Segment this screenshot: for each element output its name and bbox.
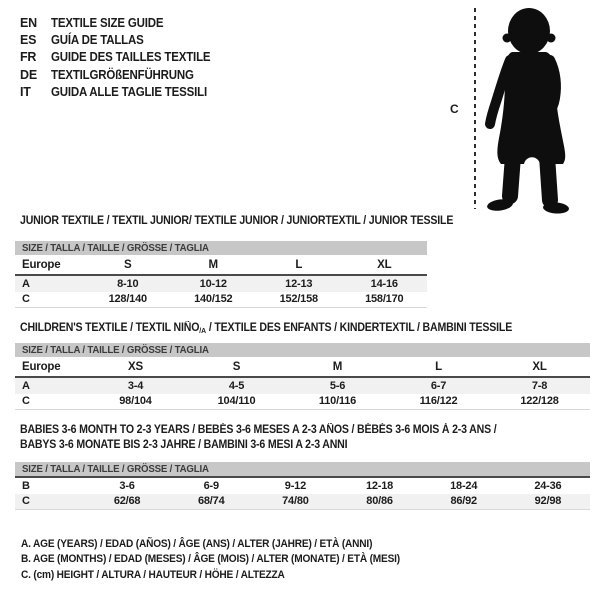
value-cell: 110/116 (287, 394, 388, 410)
babies-size-table (15, 462, 590, 510)
language-row-de (20, 66, 224, 83)
junior-table-title (20, 215, 491, 227)
row-label: A (15, 275, 85, 292)
row-label: B (15, 477, 85, 494)
size-cell: XL (342, 255, 428, 275)
value-cell: 12-13 (256, 275, 342, 292)
value-cell: 3-6 (85, 477, 169, 494)
value-cell: 4-5 (186, 377, 287, 394)
size-cell: L (256, 255, 342, 275)
height-row (15, 394, 590, 410)
row-label: C (15, 494, 85, 510)
language-code: EN (20, 15, 37, 30)
europe-sizes-row (15, 255, 427, 275)
measure-label-c: C (450, 102, 459, 116)
language-title: GUÍA DE TALLAS (51, 33, 144, 48)
footnote-a-text: A. AGE (YEARS) / EDAD (AÑOS) / ÂGE (ANS) / ALTER (JAHRE) / ETÀ (ANNI) (21, 538, 373, 550)
value-cell: 5-6 (287, 377, 388, 394)
language-code: DE (20, 67, 37, 82)
size-cell: L (388, 357, 489, 377)
language-title: GUIDE DES TAILLES TEXTILE (51, 50, 211, 65)
value-cell: 128/140 (85, 292, 171, 308)
value-cell: 10-12 (171, 275, 257, 292)
language-title: TEXTILE SIZE GUIDE (51, 15, 164, 30)
children-table-title (20, 322, 555, 335)
row-label: C (15, 292, 85, 308)
footnote-b (21, 552, 433, 567)
babies-table-title (20, 423, 538, 453)
value-cell: 140/152 (171, 292, 257, 308)
language-row-en (20, 14, 224, 31)
size-cell: S (85, 255, 171, 275)
footnote-b-text: B. AGE (MONTHS) / EDAD (MESES) / ÂGE (MOIS) / ALTER (MONATE) / ETÀ (MESI) (21, 553, 400, 566)
children-size-table (15, 343, 590, 410)
region-label: Europe (15, 357, 85, 377)
row-label: A (15, 377, 85, 394)
size-cell: XS (85, 357, 186, 377)
value-cell: 86/92 (422, 494, 506, 510)
value-cell: 9-12 (253, 477, 337, 494)
value-cell: 24-36 (506, 477, 590, 494)
language-code: FR (20, 50, 37, 65)
footnote-c-text: C. (cm) HEIGHT / ALTURA / HAUTEUR / HÖHE / ALTEZZA (21, 568, 285, 581)
language-title-list (20, 14, 224, 101)
height-measure-dashed-line (474, 8, 476, 209)
age-years-row (15, 275, 427, 292)
value-cell: 7-8 (489, 377, 590, 394)
title-pre: CHILDREN'S TEXTILE / TEXTIL NIÑO (20, 322, 200, 334)
size-cell: S (186, 357, 287, 377)
title-subscript: /A (199, 326, 207, 335)
value-cell: 104/110 (186, 394, 287, 410)
footnotes (21, 537, 433, 583)
babies-title-line1: BABIES 3-6 MONTH TO 2-3 YEARS / BEBÉS 3-6 MESES A 2-3 AÑOS / BÉBÉS 3-6 MOIS À 2-3 ANS / (20, 424, 497, 436)
value-cell: 8-10 (85, 275, 171, 292)
value-cell: 18-24 (422, 477, 506, 494)
language-row-es (20, 31, 224, 48)
language-title: GUIDA ALLE TAGLIE TESSILI (51, 85, 207, 100)
children-table-title-text (20, 322, 512, 335)
size-header-row (15, 343, 590, 357)
toddler-silhouette-icon (483, 6, 579, 214)
language-title: TEXTILGRÖßENFÜHRUNG (51, 67, 194, 82)
value-cell: 62/68 (85, 494, 169, 510)
size-header-row (15, 462, 590, 477)
height-row (15, 292, 427, 308)
value-cell: 6-9 (169, 477, 253, 494)
value-cell: 98/104 (85, 394, 186, 410)
europe-sizes-row (15, 357, 590, 377)
value-cell: 122/128 (489, 394, 590, 410)
babies-title-line2: BABYS 3-6 MONATE BIS 2-3 JAHRE / BAMBINI 3-6 MESI A 2-3 ANNI (20, 439, 348, 451)
value-cell: 152/158 (256, 292, 342, 308)
age-months-row (15, 477, 590, 494)
value-cell: 14-16 (342, 275, 428, 292)
value-cell: 92/98 (506, 494, 590, 510)
value-cell: 116/122 (388, 394, 489, 410)
value-cell: 74/80 (253, 494, 337, 510)
value-cell: 12-18 (337, 477, 421, 494)
row-label: C (15, 394, 85, 410)
size-cell: M (171, 255, 257, 275)
size-header-label: SIZE / TALLA / TAILLE / GRÖSSE / TAGLIA (22, 242, 209, 254)
value-cell: 68/74 (169, 494, 253, 510)
value-cell: 80/86 (337, 494, 421, 510)
value-cell: 158/170 (342, 292, 428, 308)
size-header-row (15, 241, 427, 255)
footnote-c (21, 568, 433, 583)
size-header-label: SIZE / TALLA / TAILLE / GRÖSSE / TAGLIA (22, 463, 209, 475)
junior-table-title-text: JUNIOR TEXTILE / TEXTIL JUNIOR/ TEXTILE JUNIOR / JUNIORTEXTIL / JUNIOR TESSILE (20, 215, 454, 227)
value-cell: 3-4 (85, 377, 186, 394)
language-code: IT (20, 85, 31, 100)
region-label: Europe (15, 255, 85, 275)
size-header-label: SIZE / TALLA / TAILLE / GRÖSSE / TAGLIA (22, 344, 209, 356)
language-row-fr (20, 49, 224, 66)
language-code: ES (20, 33, 37, 48)
age-years-row (15, 377, 590, 394)
junior-size-table (15, 241, 427, 308)
size-cell: M (287, 357, 388, 377)
title-post: / TEXTILE DES ENFANTS / KINDERTEXTIL / BAMBINI TESSILE (206, 322, 513, 334)
size-cell: XL (489, 357, 590, 377)
value-cell: 6-7 (388, 377, 489, 394)
language-row-it (20, 84, 224, 101)
height-row (15, 494, 590, 510)
footnote-a (21, 537, 433, 552)
